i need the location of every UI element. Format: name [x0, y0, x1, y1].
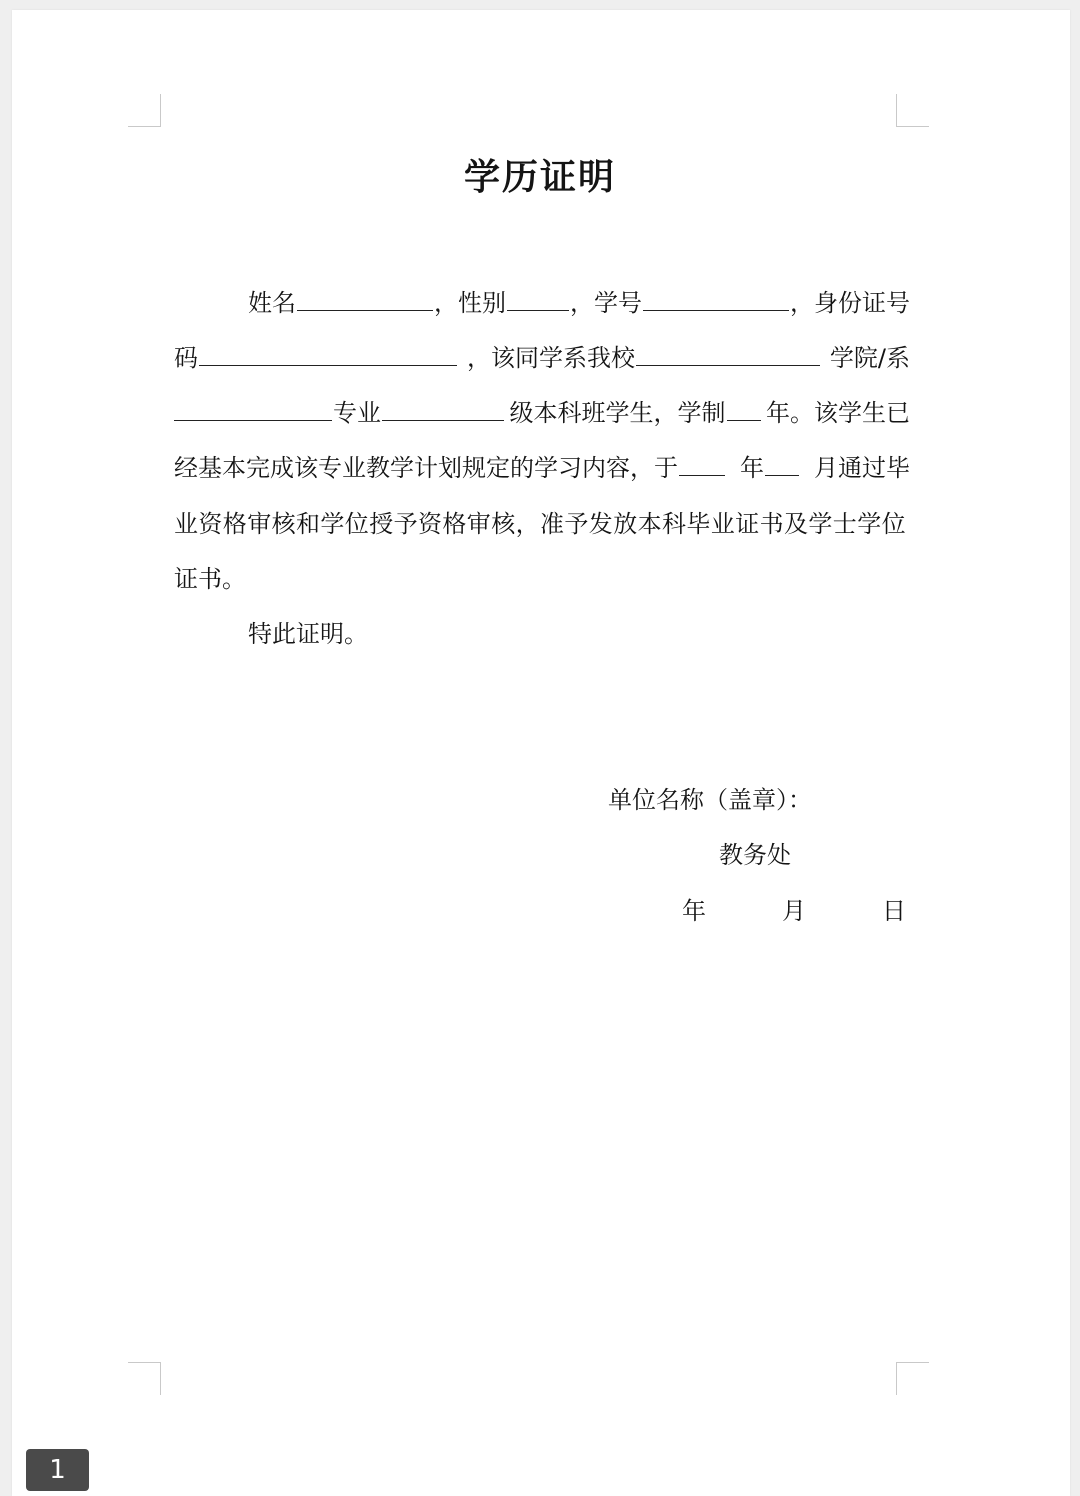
body-line-3: [174, 385, 910, 441]
gender-label: ，性别: [434, 289, 506, 317]
grad-month-blank: [765, 453, 799, 476]
grad-year-blank: [679, 453, 725, 476]
document-page: [12, 10, 1070, 1496]
date-day-label: 日: [882, 897, 906, 925]
name-blank: [297, 288, 433, 311]
body-line-6: 证书。: [174, 565, 246, 593]
grad-month-text: 月通过毕: [814, 454, 910, 482]
page-number-badge: 1: [26, 1449, 89, 1491]
years-text: 年。该学生已: [766, 399, 910, 427]
college-label: 学院/系: [829, 344, 910, 372]
date-year-label: 年: [682, 897, 706, 925]
student-no-blank: [643, 288, 789, 311]
college-blank: [636, 343, 820, 366]
major-label: 专业: [333, 399, 381, 427]
completion-text: 经基本完成该专业教学计划规定的学习内容，于: [174, 454, 678, 482]
issuing-office: 教务处: [719, 841, 791, 869]
margin-corner-top-left: [128, 94, 161, 127]
department-blank: [174, 398, 332, 421]
margin-corner-bottom-right: [896, 1362, 929, 1395]
id-blank: [199, 343, 457, 366]
major-blank: [382, 398, 504, 421]
closing-line: 特此证明。: [248, 620, 368, 648]
document-title: 学历证明: [463, 157, 616, 198]
unit-name-label: 单位名称（盖章）：: [608, 786, 812, 814]
date-month-label: 月: [782, 897, 806, 925]
body-line-4: [174, 440, 910, 496]
name-label: 姓名: [248, 289, 296, 317]
margin-corner-bottom-left: [128, 1362, 161, 1395]
school-text: ，该同学系我校: [466, 344, 635, 372]
student-no-label: ，学号: [570, 289, 642, 317]
class-text: 级本科班学生，学制: [509, 399, 726, 427]
margin-corner-top-right: [896, 94, 929, 127]
body-line-2: [174, 330, 910, 386]
id-label: ，身份证号: [790, 289, 910, 317]
id-tail: 码: [174, 344, 198, 372]
grad-year-label: 年: [740, 454, 764, 482]
body-line-5: 业资格审核和学位授予资格审核，准予发放本科毕业证书及学士学位: [174, 510, 906, 538]
body-line-1: [174, 275, 910, 331]
gender-blank: [507, 288, 569, 311]
years-blank: [727, 398, 761, 421]
